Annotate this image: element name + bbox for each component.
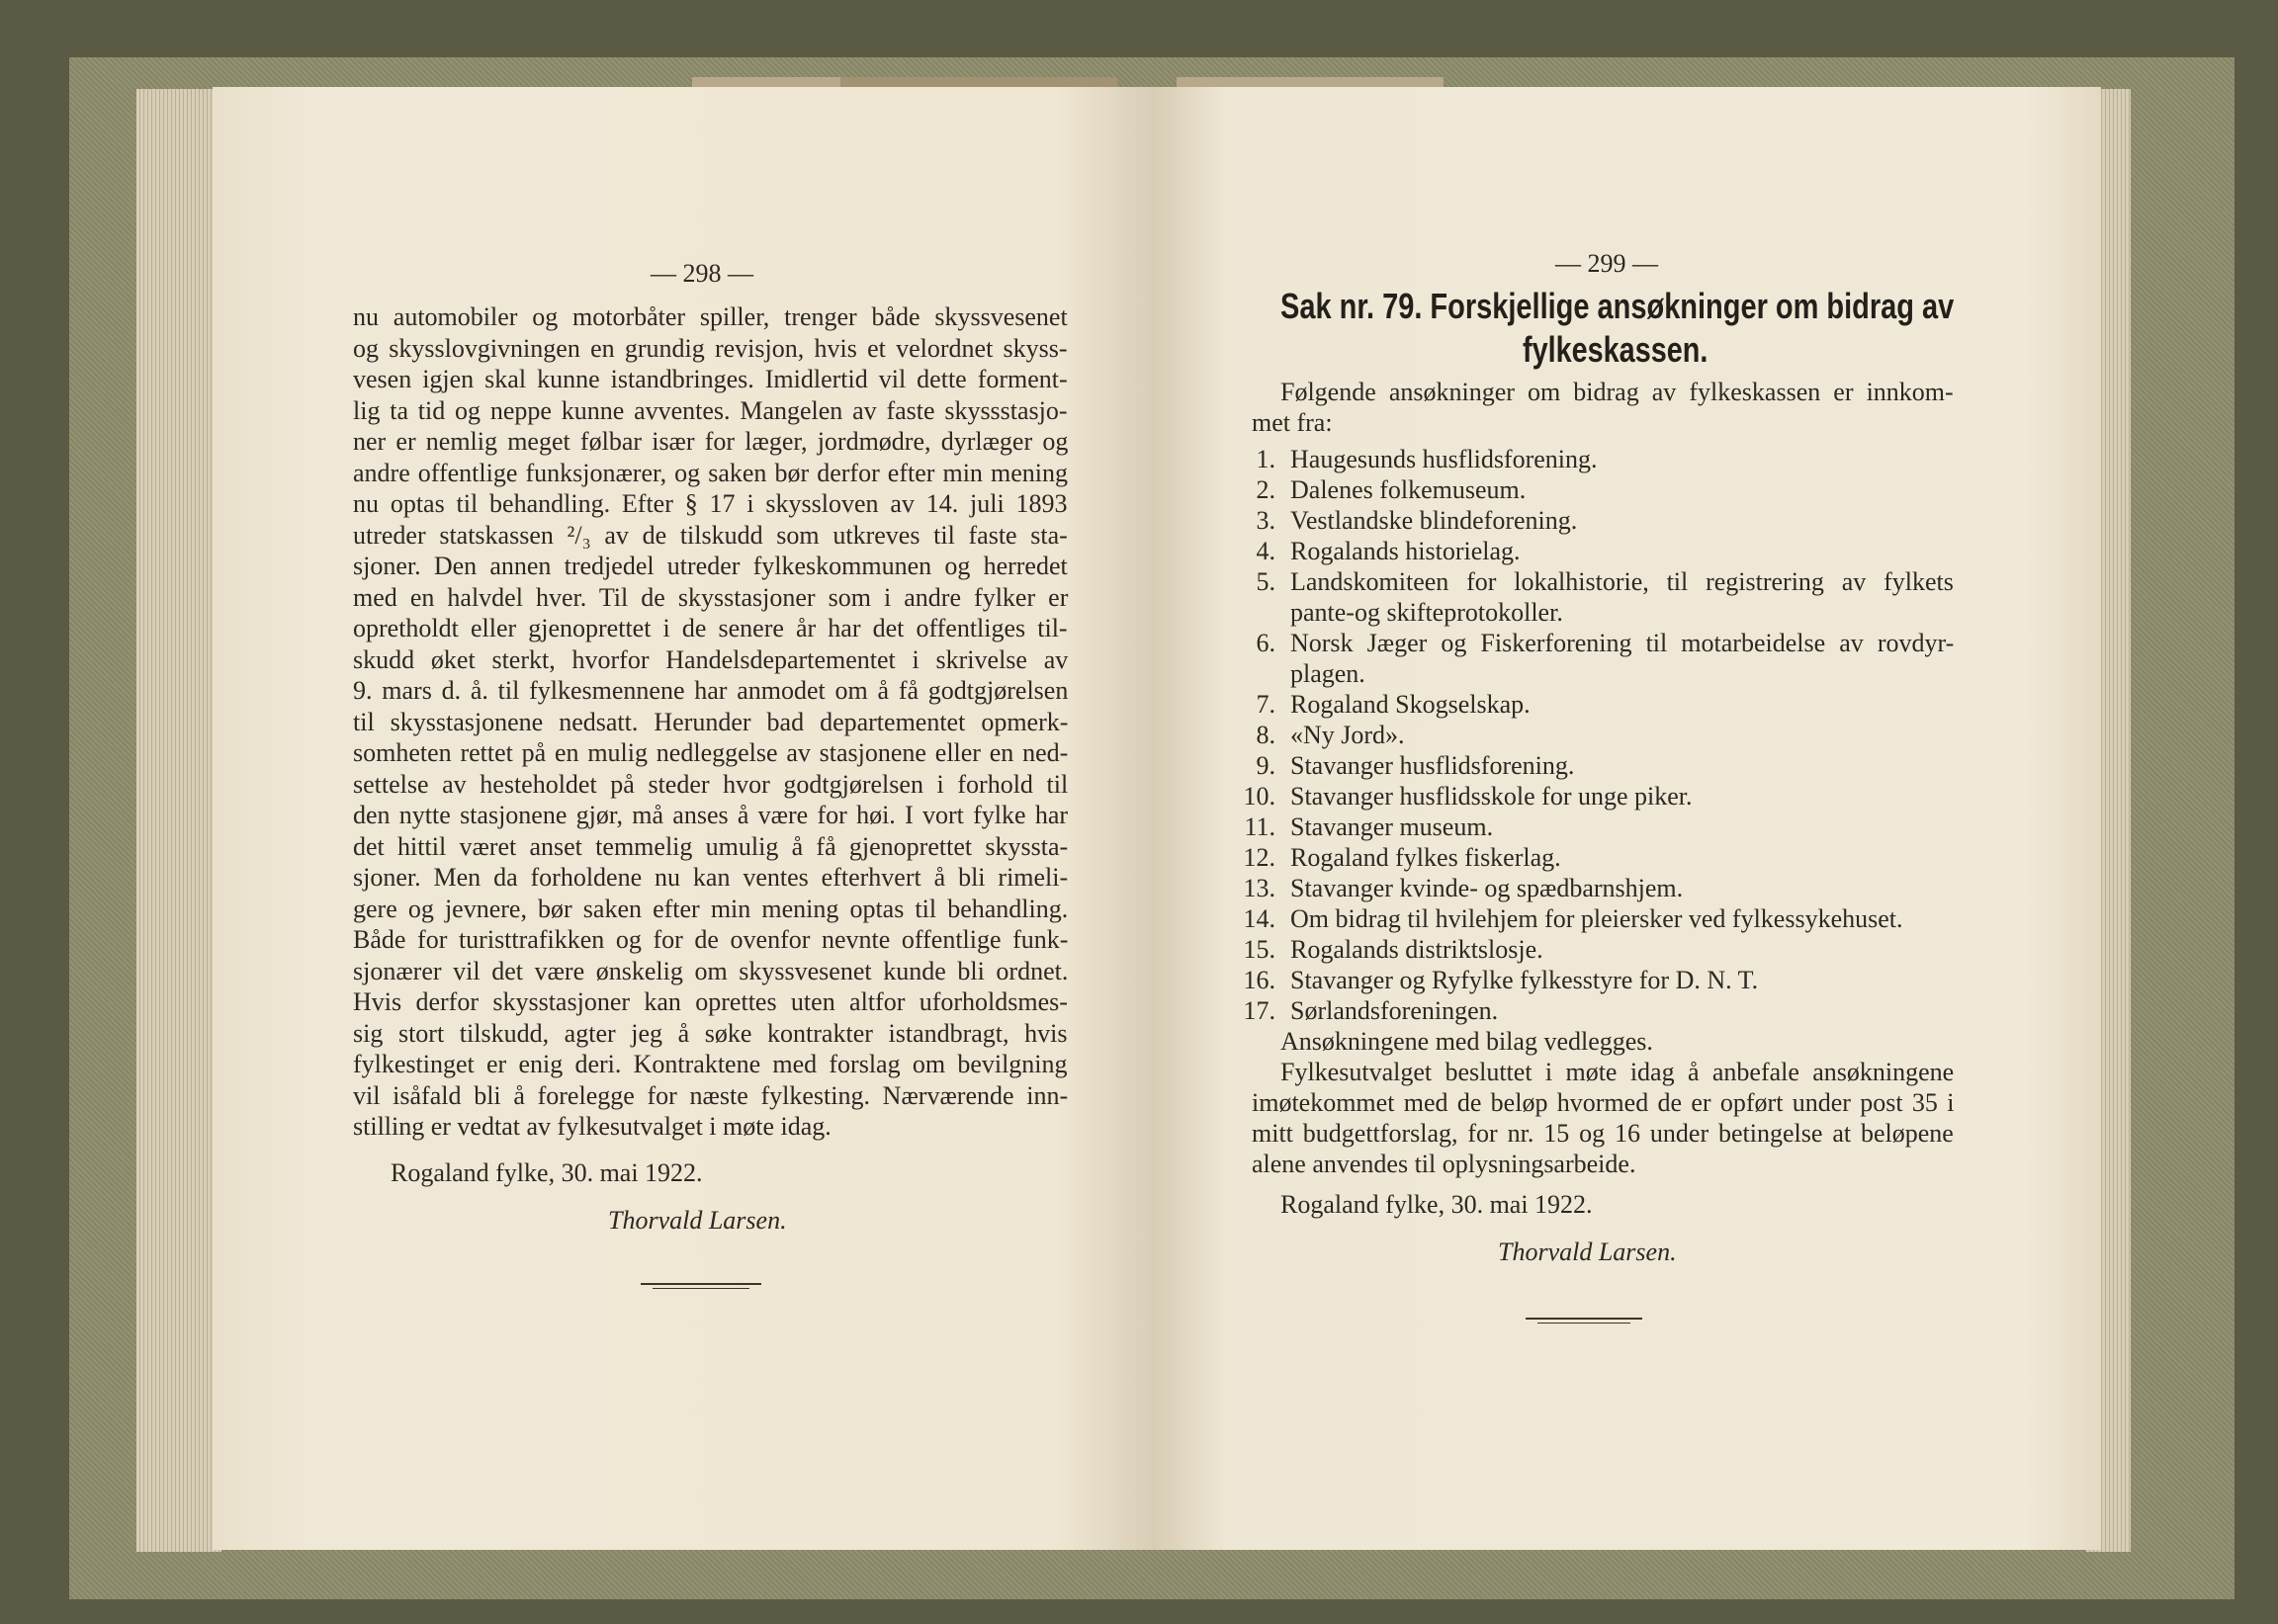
list-item-number: 16. [1243,966,1275,994]
body-text-line: sjoner. Den annen tredjedel utreder fylkeskommunen og herredet [353,552,1068,580]
body-text-line: fylkestinget er enig deri. Kontraktene med forslag om bevilgning [353,1050,1068,1078]
closing-text-line: mitt budgettforslag, for nr. 15 og 16 under betingelse at beløpene [1252,1119,1954,1148]
section-title: Sak nr. 79. Forskjellige ansøkninger om bidrag av [1280,286,1955,326]
end-rule-left [653,1288,749,1289]
list-item-number: 2. [1256,475,1275,504]
body-text-line: og skysslovgivningen en grundig revisjon, hvis et velordnet skyss- [353,333,1068,363]
list-item-number: 12. [1243,843,1275,872]
body-text-line: sjonærer vil det være ønskelig om skyssvesenet kunde bli ordnet. [353,956,1069,985]
list-item-text: Landskomiteen for lokalhistorie, til registrering av fylkets [1290,567,1954,596]
closing-text-line: Fylkesutvalget besluttet i møte idag å anbefale ansøkningene [1280,1058,1955,1086]
page-number-left: — 298 — [651,259,753,288]
list-item-number: 9. [1256,751,1275,780]
closing-text-line: imøtekommet med de beløp hvormed de er opført under post 35 i [1252,1088,1955,1117]
list-item-number: 15. [1243,935,1275,964]
body-text-line: Hvis derfor skysstasjoner kan oprettes uten altfor uforholdsmes- [353,987,1068,1016]
body-text-line: utreder statskassen ²/₃ av de tilskudd som utkreves til faste sta- [353,520,1068,550]
body-text-line: den nytte stasjonene gjør, må anses å være for høi. I vort fylke har [353,801,1069,829]
list-item-text: Haugesunds husflidsforening. [1290,445,1598,473]
body-text-line: nu automobiler og motorbåter spiller, trenger både skyssvesenet [353,302,1068,331]
end-rule-right [1526,1318,1642,1320]
list-item-number: 10. [1243,782,1275,811]
list-item-number: 3. [1256,506,1275,535]
list-item-text: Norsk Jæger og Fiskerforening til motarbeidelse av rovdyr- [1290,629,1955,657]
body-text-line: det hittil været anset temmelig umulig å få gjenoprettet skyssta- [353,831,1069,861]
list-item-text: Stavanger kvinde- og spædbarnshjem. [1290,874,1684,902]
body-text-line: 9. mars d. å. til fylkesmennene har anmodet om å få godtgjørelsen [353,676,1069,705]
list-item-number: 17. [1243,996,1275,1025]
body-text-line: nu optas til behandling. Efter § 17 i skyssloven av 14. juli 1893 [353,489,1068,518]
list-item-number: 7. [1256,690,1275,719]
body-text-line: gere og jevnere, bør saken efter min mening optas til behandling. [353,894,1069,923]
body-text-line: settelse av hesteholdet på steder hvor godtgjørelsen i forhold til [353,769,1069,799]
body-text-line: til skysstasjonene nedsatt. Herunder bad departementet opmerk- [353,707,1069,736]
page-edges-left [136,89,221,1552]
list-item-text: Stavanger husflidsskole for unge piker. [1290,782,1693,811]
list-item-text: pante-og skifteprotokoller. [1290,598,1563,627]
body-text-line: opretholdt eller gjenoprettet i de senere år har det offentliges til- [353,614,1068,642]
intro-text: Følgende ansøkninger om bidrag av fylkeskassen er innkom- [1280,378,1954,406]
end-rule-left [641,1283,761,1285]
body-text-line: sig stort tilskudd, agter jeg å søke kontrakter istandbragt, hvis [353,1018,1068,1048]
list-item-text: «Ny Jord». [1290,721,1405,749]
body-text-line: ner er nemlig meget følbar især for læger, jordmødre, dyrlæger og [353,427,1069,456]
list-item-number: 1. [1256,445,1275,473]
list-item-text: Stavanger museum. [1290,812,1494,841]
list-item-number: 11. [1244,812,1275,841]
body-text-line: somheten rettet på en mulig nedleggelse av stasjonene eller en ned- [353,738,1069,767]
list-item-text: Rogaland fylkes fiskerlag. [1290,843,1561,872]
page-number-right: — 299 — [1555,249,1658,278]
list-item-text: Rogalands historielag. [1290,537,1521,565]
signature-right: Thorvald Larsen. [1498,1238,1677,1266]
body-text-line: andre offentlige funksjonærer, og saken bør derfor efter min mening [353,458,1068,487]
list-item-number: 14. [1243,904,1275,933]
signature-left: Thorvald Larsen. [608,1206,787,1235]
list-item-text: Dalenes folkemuseum. [1290,475,1527,504]
place-date-right: Rogaland fylke, 30. mai 1922. [1280,1190,1593,1219]
body-text-line: vil isåfald bli å forelegge for næste fylkesting. Nærværende inn- [353,1080,1069,1110]
end-rule-right [1537,1323,1630,1324]
body-text-line: lig ta tid og neppe kunne avventes. Mangelen av faste skyssstasjo- [353,395,1068,425]
body-text-line: vesen igjen skal kunne istandbringes. Imidlertid vil dette forment- [353,365,1068,393]
list-item-text: Vestlandske blindeforening. [1290,506,1578,535]
body-text-line: Både for turisttrafikken og for de ovenfor nevnte offentlige funk- [353,925,1069,954]
list-item-text: Rogaland Skogselskap. [1290,690,1531,719]
list-item-number: 8. [1256,721,1275,749]
list-item-number: 13. [1243,874,1275,902]
list-item-text: Om bidrag til hvilehjem for pleiersker ved fylkessykehuset. [1290,904,1903,933]
list-item-text: Rogalands distriktslosje. [1290,935,1543,964]
body-text-line: sjoner. Men da forholdene nu kan ventes efterhvert å bli rimeli- [353,863,1069,892]
list-item-text: Stavanger husflidsforening. [1290,751,1575,780]
list-item-number: 4. [1256,537,1275,565]
place-date-left: Rogaland fylke, 30. mai 1922. [391,1158,703,1187]
list-item-number: 6. [1256,629,1275,657]
list-item-number: 5. [1256,567,1275,596]
body-text-line: med en halvdel hver. Til de skysstasjoner som i andre fylker er [353,582,1069,612]
closing-text-line: Ansøkningene med bilag vedlegges. [1280,1027,1653,1056]
body-text-line: stilling er vedtat av fylkesutvalget i møte idag. [353,1112,832,1141]
closing-text-line: alene anvendes til oplysningsarbeide. [1252,1150,1636,1178]
list-item-text: Sørlandsforeningen. [1290,996,1499,1025]
list-item-text: plagen. [1290,659,1365,688]
body-text-line: skudd øket sterkt, hvorfor Handelsdepartementet i skrivelse av [353,644,1069,674]
section-title-cont: fylkeskassen. [1523,329,1708,370]
list-item-text: Stavanger og Ryfylke fylkesstyre for D. N. T. [1290,966,1759,994]
intro-text: met fra: [1252,408,1333,437]
